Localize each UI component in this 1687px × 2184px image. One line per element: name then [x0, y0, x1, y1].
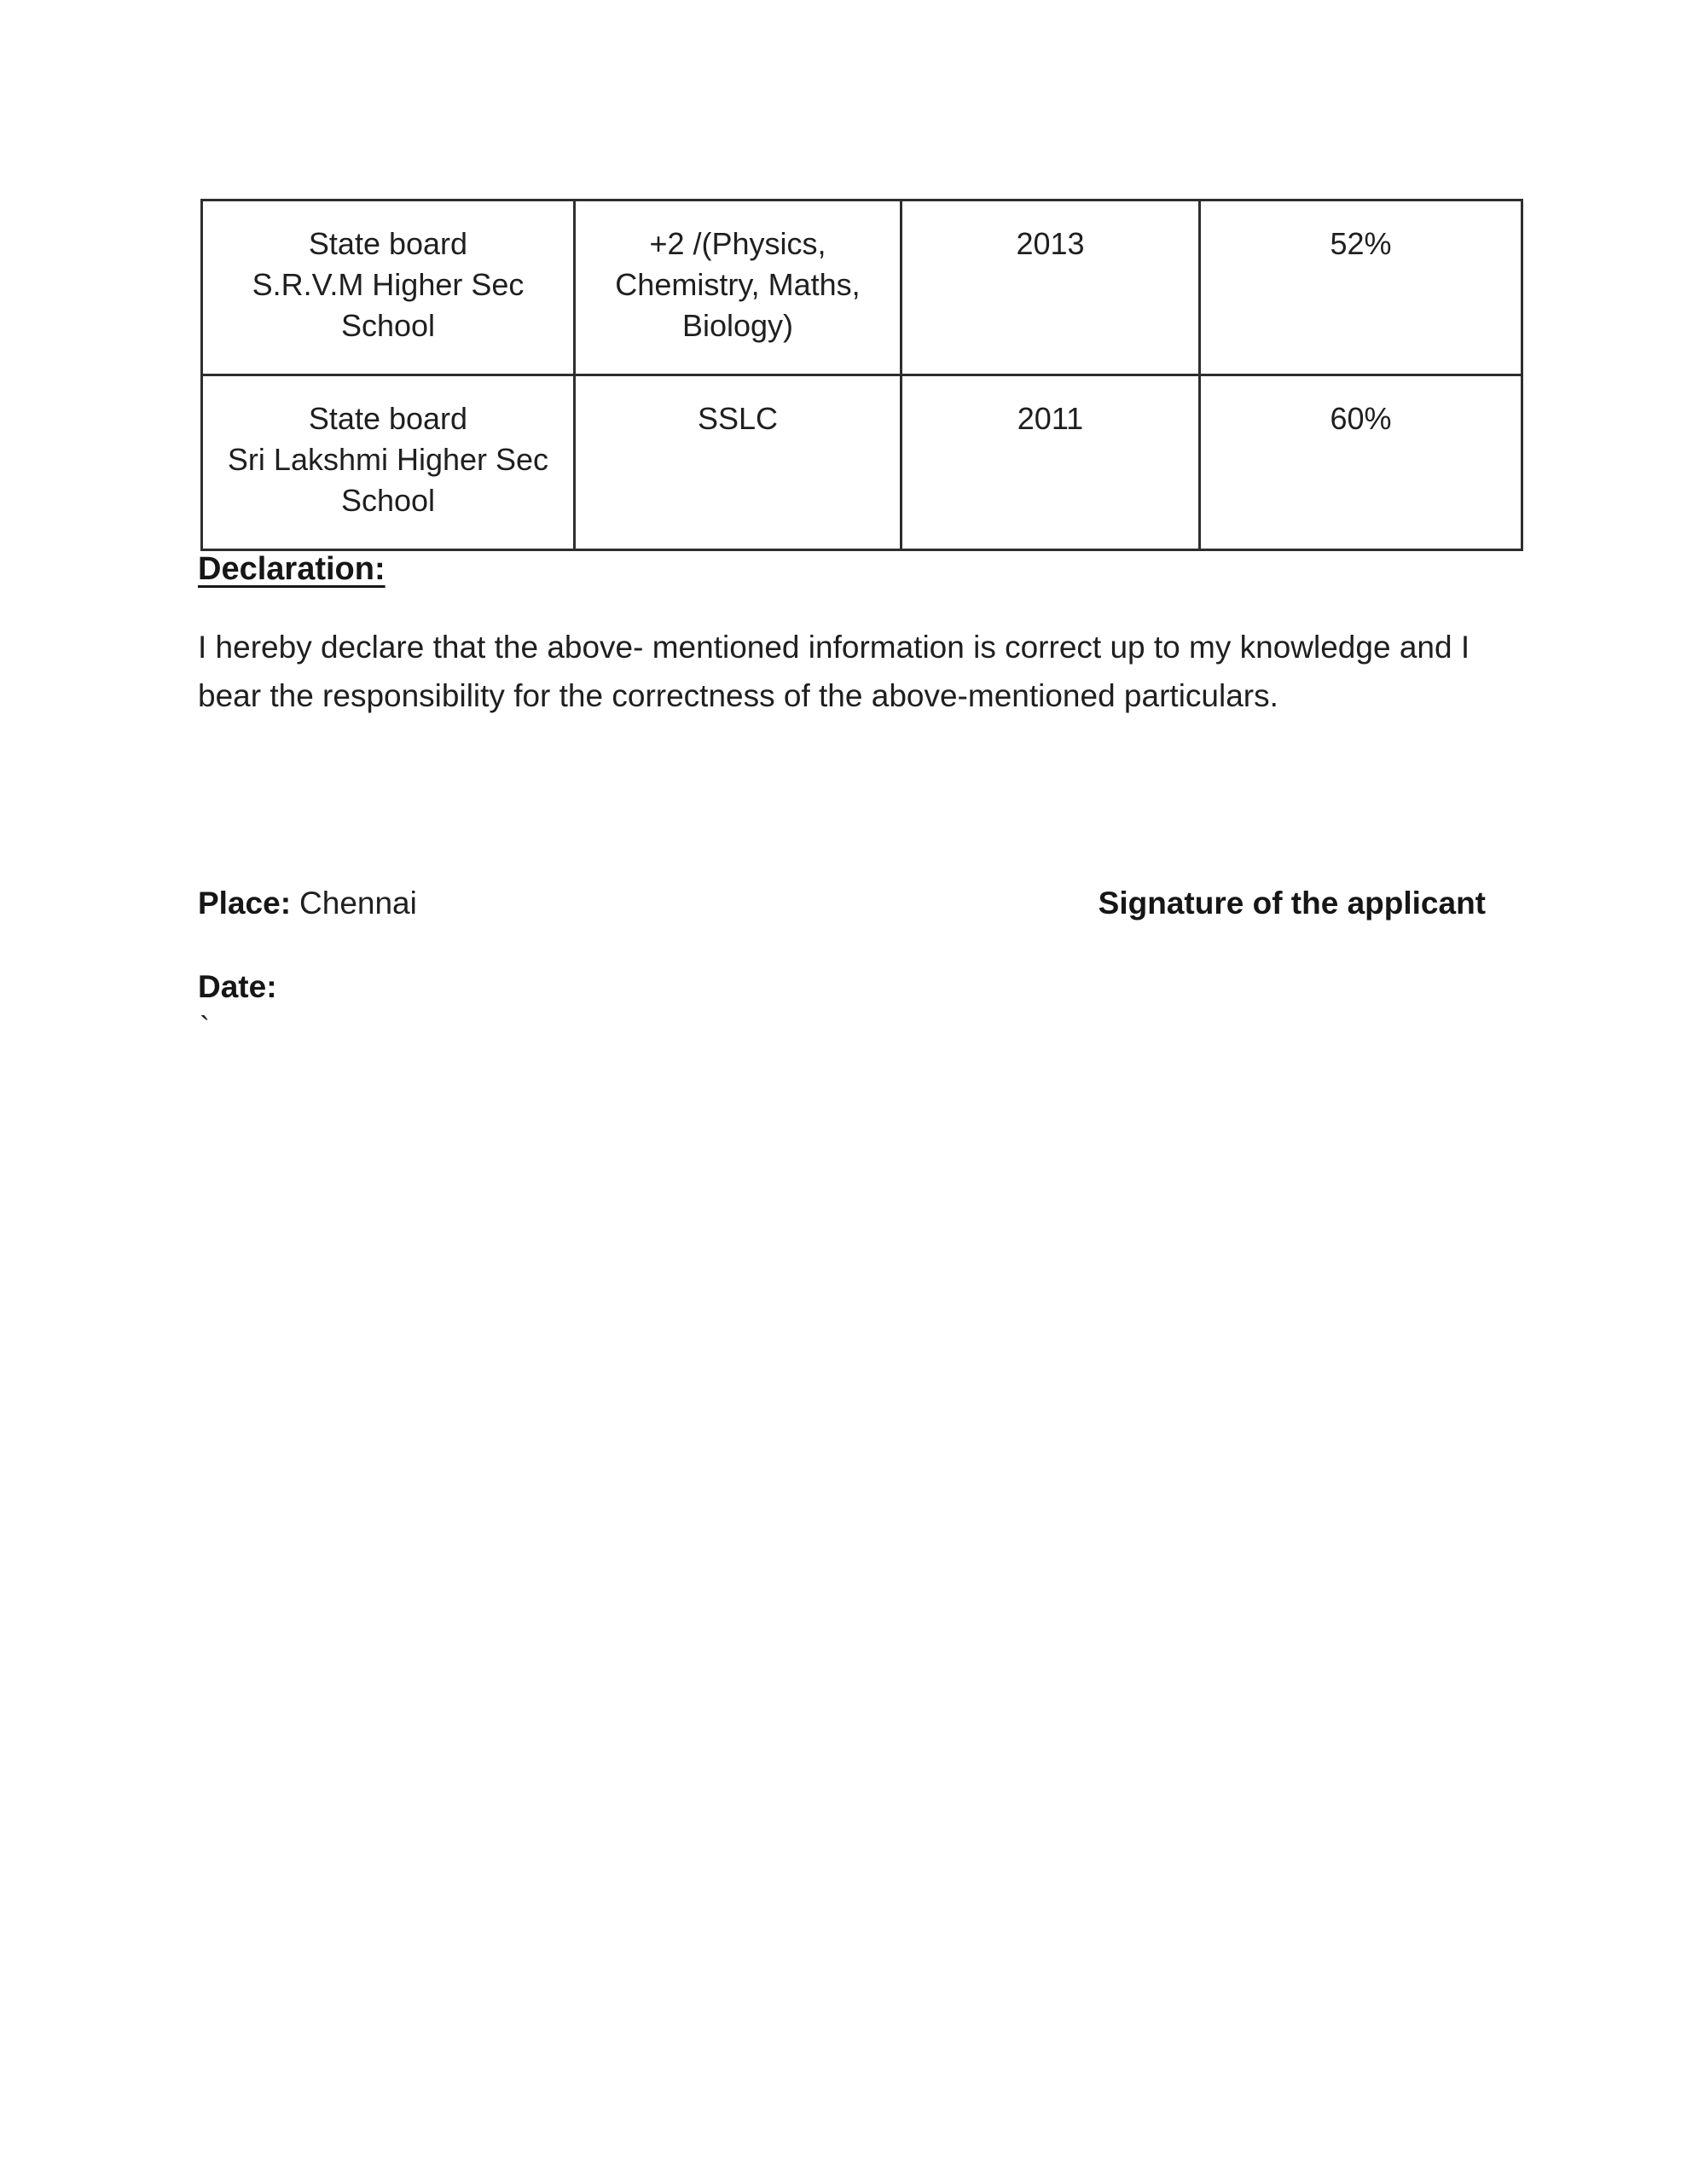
cell-course — [575, 200, 901, 375]
cell-line: 2011 — [1017, 401, 1084, 436]
cell-line: 52% — [1330, 226, 1392, 261]
cell-board-school — [202, 375, 575, 550]
cell-percentage — [1200, 200, 1522, 375]
cell-line: State board — [308, 401, 468, 436]
cell-line: Chemistry, Maths, — [615, 267, 861, 302]
cell-line: Sri Lakshmi Higher Sec — [227, 442, 549, 477]
cell-board-school — [202, 200, 575, 375]
cell-year — [901, 375, 1200, 550]
cell-line: SSLC — [697, 401, 779, 436]
date-label: Date: — [198, 969, 277, 1004]
cell-line: Biology) — [681, 308, 794, 343]
cell-line: S.R.V.M Higher Sec — [252, 267, 525, 302]
cell-percentage — [1200, 375, 1522, 550]
cell-line: 2013 — [1016, 226, 1085, 261]
cell-line: 60% — [1330, 401, 1392, 436]
place-label: Place: — [198, 886, 292, 921]
stray-grave-mark: ` — [200, 1010, 210, 1045]
declaration-line: bear the responsibility for the correctness of the above-mentioned particulars. — [198, 678, 1278, 713]
cell-line: School — [340, 483, 436, 518]
table-row — [202, 375, 1522, 550]
cell-course — [575, 375, 901, 550]
cell-line: +2 /(Physics, — [649, 226, 826, 261]
place-value: Chennai — [299, 886, 417, 921]
declaration-paragraph — [198, 623, 1494, 720]
table-row — [202, 200, 1522, 375]
cell-year — [901, 200, 1200, 375]
signature-label: Signature of the applicant — [1098, 886, 1486, 921]
declaration-line: I hereby declare that the above- mentioned information is correct up to my knowledge and I — [198, 630, 1470, 665]
declaration-heading-text: Declaration: — [198, 551, 386, 587]
cell-line: State board — [308, 226, 468, 261]
cell-line: School — [340, 308, 436, 343]
declaration-heading — [198, 551, 386, 588]
place-signature-row — [198, 886, 1486, 926]
education-table — [200, 199, 1523, 551]
